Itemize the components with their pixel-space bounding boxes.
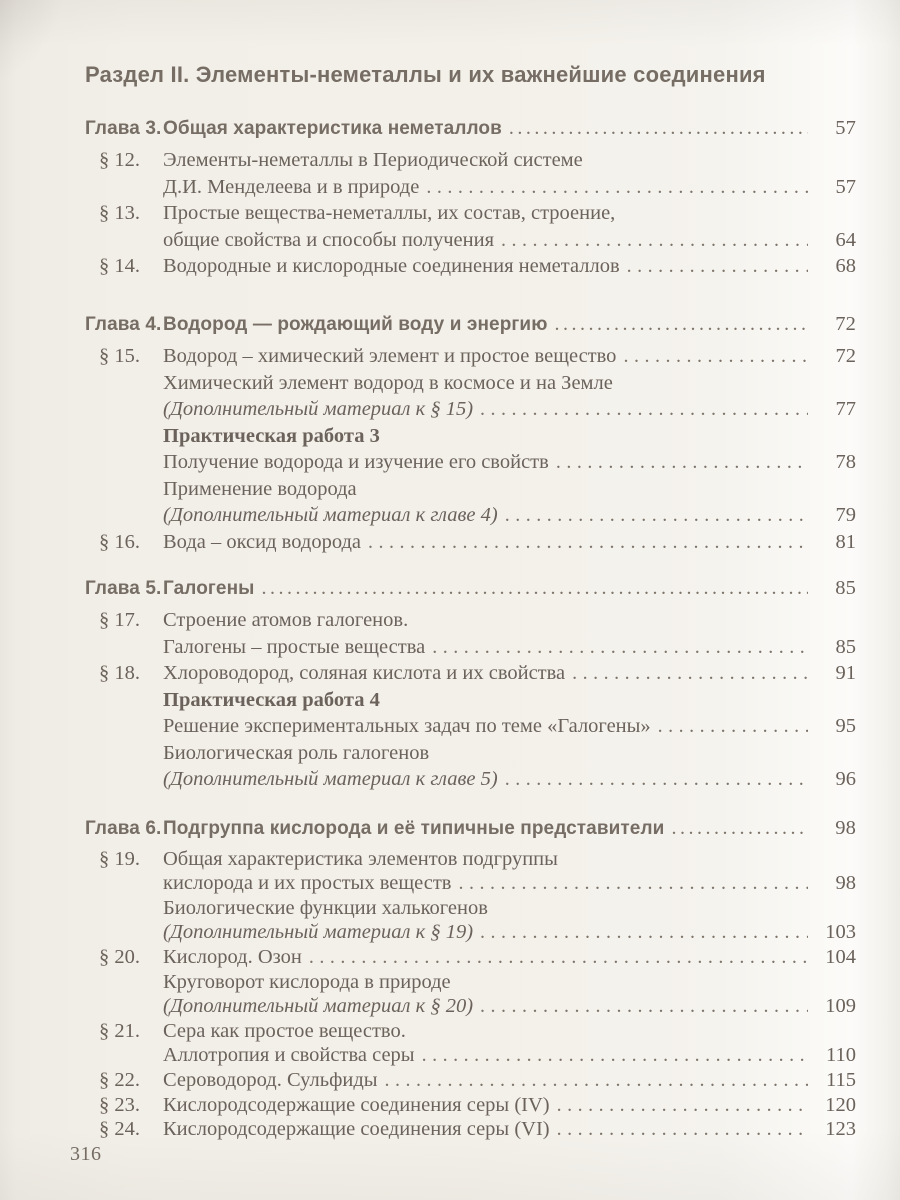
toc-entry-row [85,253,856,280]
entry-text: Общая характеристика элементов подгруппы [163,847,558,870]
entry-text: Аллотропия и свойства серы [163,1044,415,1067]
entry-text: (Дополнительный материал к главе 5) [163,768,498,790]
dot-leader [480,921,808,944]
dot-leader [501,229,808,252]
chapter-label: Глава 6. [85,818,162,839]
entry-text: Применение водорода [163,477,357,500]
chapter-title: Галогены [163,578,255,599]
toc-entry-row [85,147,856,174]
entry-text: Хлороводород, соляная кислота и их свойства [163,662,566,684]
toc-entry-row [85,174,856,201]
entry-label: § 18. [99,662,140,684]
entry-page-ref: 104 [825,945,856,968]
toc-entry-row [85,687,856,714]
dot-leader [556,451,808,474]
entry-text: Водородные и кислородные соединения неметаллов [163,255,620,277]
entry-text: Биологическая роль галогенов [163,741,430,764]
toc-entry-row [85,476,856,503]
entry-page-ref: 68 [835,255,856,277]
chapter-title: Подгруппа кислорода и её типичные представители [163,818,665,839]
chapter-label: Глава 5. [85,578,162,599]
entry-page-ref: 103 [825,921,856,944]
dot-leader [505,504,808,527]
entry-label: § 23. [99,1093,140,1116]
entry-page-ref: 115 [826,1068,856,1091]
entry-page-ref: 64 [835,228,856,251]
entry-text: Получение водорода и изучение его свойств [163,451,549,473]
entry-page-ref: 85 [835,635,856,658]
entry-text: Решение экспериментальных задач по теме «Галогены» [163,715,651,737]
entry-page-ref: 98 [835,872,856,895]
dot-leader [422,1044,808,1067]
entry-text: Сероводород. Сульфиды [163,1068,378,1091]
dot-leader [658,715,808,738]
toc-chapter-heading [85,115,856,142]
toc-entry-row [85,847,856,872]
entry-text: Биологические функции халькогенов [163,896,488,919]
section-title: Раздел II. Элементы-неметаллы и их важнейшие соединения [85,62,766,87]
dot-leader [426,176,808,199]
dot-leader [368,531,808,554]
entry-text: Вода – оксид водорода [163,530,362,553]
entry-label: § 19. [99,847,140,870]
toc-entry-row [85,200,856,227]
toc-entry-row [85,502,856,529]
entry-label: § 17. [99,609,140,631]
chapter-page-ref: 72 [835,313,856,335]
toc-entry-row [85,1019,856,1044]
chapter-label: Глава 3. [85,118,162,139]
entry-text: (Дополнительный материал к § 15) [163,398,474,420]
entry-label: § 16. [99,530,140,553]
dot-leader [459,872,809,895]
toc-chapter-heading [85,575,856,602]
toc-entry-row [85,740,856,767]
entry-text: Водород – химический элемент и простое вещество [163,345,617,367]
dot-leader [480,995,808,1018]
entry-label: § 21. [99,1019,140,1042]
entry-text: общие свойства и способы получения [163,228,495,251]
toc-entry-row [85,343,856,370]
entry-text: Элементы-неметаллы в Периодической системе [163,149,583,171]
dot-leader [623,345,808,368]
toc-entry-row [85,994,856,1019]
toc-entry-row [85,660,856,687]
chapter-title: Общая характеристика неметаллов [163,118,502,139]
toc-entry-row [85,970,856,995]
toc-entry-row [85,607,856,634]
chapter-page-ref: 85 [835,577,856,599]
toc-chapter-heading [85,817,856,842]
chapter-block [85,115,856,280]
toc-entry-row [85,920,856,945]
entry-label: § 14. [99,255,140,277]
entry-text: Кислородсодержащие соединения серы (VI) [163,1118,550,1141]
toc-entry-row [85,1093,856,1118]
chapter-title: Водород — рождающий воду и энергию [163,314,548,335]
dot-leader [557,1118,808,1141]
entry-page-ref: 96 [835,768,856,790]
toc-entry-row [85,529,856,556]
toc-entry-row [85,423,856,450]
dot-leader [572,662,808,685]
toc-entry-row [85,449,856,476]
chapter-block [85,311,856,555]
entry-page-ref: 79 [835,504,856,526]
dot-leader [557,1094,808,1117]
entry-label: § 12. [99,149,140,171]
toc-chapter-heading [85,311,856,338]
entry-page-ref: 78 [835,451,856,473]
chapter-block [85,817,856,1142]
chapter-block [85,575,856,793]
entry-text: Кислородсодержащие соединения серы (IV) [163,1093,550,1116]
entry-label: § 22. [99,1068,140,1091]
toc-entry-row [85,634,856,661]
entry-page-ref: 110 [826,1044,856,1067]
entry-page-ref: 91 [835,662,856,684]
entry-label: § 13. [99,202,140,224]
dot-leader [262,577,809,600]
entry-text: (Дополнительный материал к главе 4) [163,504,498,526]
entry-page-ref: 77 [835,398,856,420]
entry-text: Сера как простое вещество. [163,1019,406,1042]
entry-label: § 20. [99,945,140,968]
entry-page-ref: 81 [835,530,856,553]
entry-text: Простые вещества-неметаллы, их состав, строение, [163,202,616,224]
page-number: 316 [70,1143,102,1165]
entry-text: Д.И. Менделеева и в природе [163,175,420,198]
dot-leader [509,117,808,140]
dot-leader [432,636,808,659]
entry-page-ref: 120 [825,1093,856,1116]
toc-entry-row [85,227,856,254]
entry-text: Строение атомов галогенов. [163,609,409,631]
entry-text: (Дополнительный материал к § 20) [163,995,474,1018]
entry-label: § 24. [99,1118,140,1141]
dot-leader [671,817,808,840]
toc-entry-row [85,370,856,397]
entry-page-ref: 109 [825,995,856,1018]
entry-page-ref: 123 [825,1118,856,1141]
toc-entry-row [85,896,856,921]
chapter-label: Глава 4. [85,314,162,335]
toc-entry-row [85,396,856,423]
entry-page-ref: 57 [835,175,856,198]
chapter-page-ref: 98 [835,817,856,839]
entry-text: Круговорот кислорода в природе [163,970,451,993]
entry-text: Химический элемент водород в космосе и на Земле [163,371,613,394]
toc-entry-row [85,1117,856,1142]
dot-leader [627,255,808,278]
entry-text: (Дополнительный материал к § 19) [163,921,474,944]
dot-leader [480,398,808,421]
dot-leader [309,946,808,969]
dot-leader [385,1069,808,1092]
entry-page-ref: 95 [835,715,856,737]
toc-entry-row [85,1068,856,1093]
entry-label: § 15. [99,345,140,367]
toc-entry-row [85,766,856,793]
entry-text: Кислород. Озон [163,945,302,968]
entry-text: Практическая работа 3 [163,424,380,447]
entry-page-ref: 72 [835,345,856,367]
toc-entry-row [85,1043,856,1068]
toc-entry-row [85,871,856,896]
dot-leader [505,768,808,791]
entry-text: кислорода и их простых веществ [163,872,452,895]
dot-leader [555,313,808,336]
entry-text: Галогены – простые вещества [163,635,426,658]
toc-entry-row [85,945,856,970]
toc-entry-row [85,713,856,740]
chapter-page-ref: 57 [835,117,856,139]
entry-text: Практическая работа 4 [163,688,380,711]
